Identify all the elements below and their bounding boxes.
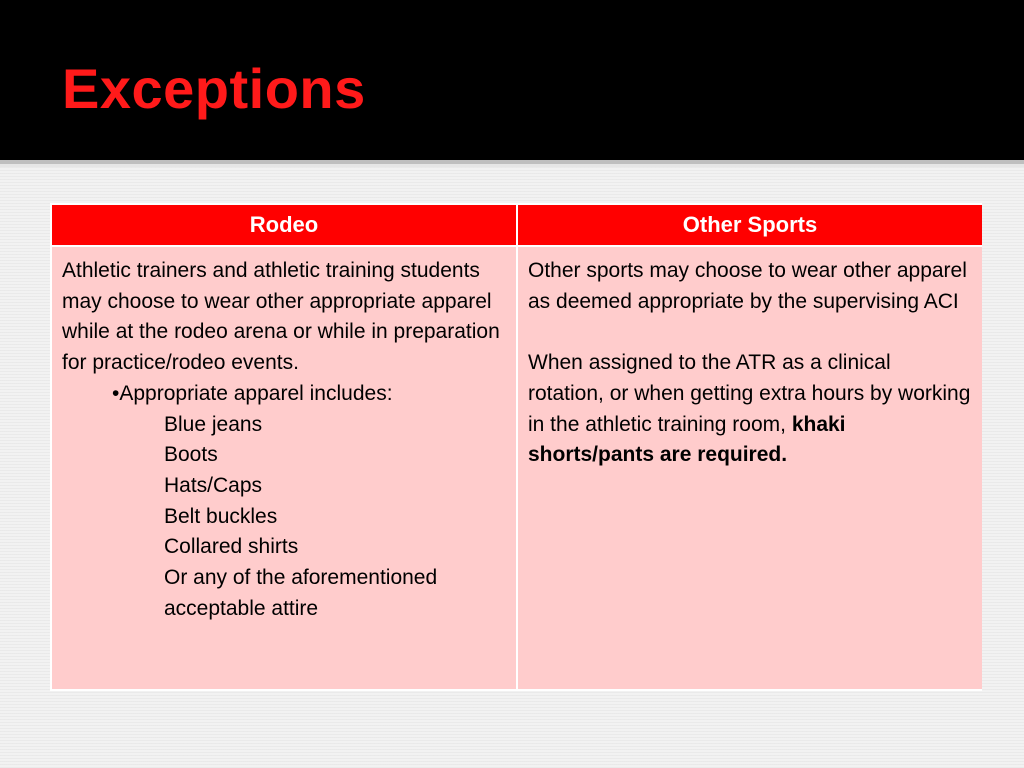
rodeo-bullet-heading: •Appropriate apparel includes: [112,381,393,405]
exceptions-table-container [50,203,982,691]
atr-assignment-text: When assigned to the ATR as a clinical rotation, or when getting extra hours by working in the athletic training room, [528,351,971,436]
rodeo-apparel-item: Collared shirts [164,535,299,559]
slide-title: Exceptions [62,57,366,120]
table-header-row [52,205,982,245]
rodeo-apparel-item: Hats/Caps [164,473,263,497]
rodeo-apparel-item: Blue jeans [164,412,263,436]
table-row [52,247,982,689]
other-sports-paragraph-2 [528,348,972,471]
rodeo-apparel-item: Or any of the aforementioned acceptable attire [164,566,438,620]
rodeo-intro-text: Athletic trainers and athletic training students may choose to wear other appropriate apparel while at the rodeo arena or while in preparation for practice/rodeo events. [62,259,500,375]
exceptions-table [50,203,984,691]
rodeo-cell [52,247,516,689]
rodeo-apparel-item: Boots [164,443,218,467]
paragraph-spacer [528,317,972,348]
title-band [0,0,1024,160]
other-sports-paragraph-1: Other sports may choose to wear other apparel as deemed appropriate by the supervising ACI [528,259,967,313]
other-sports-cell [518,247,982,689]
header-rodeo: Rodeo [52,205,516,245]
title-divider-highlight [0,164,1024,167]
khaki-requirement-text: khaki shorts/pants are required. [528,412,846,467]
rodeo-apparel-item: Belt buckles [164,504,278,528]
header-other-sports: Other Sports [518,205,982,245]
